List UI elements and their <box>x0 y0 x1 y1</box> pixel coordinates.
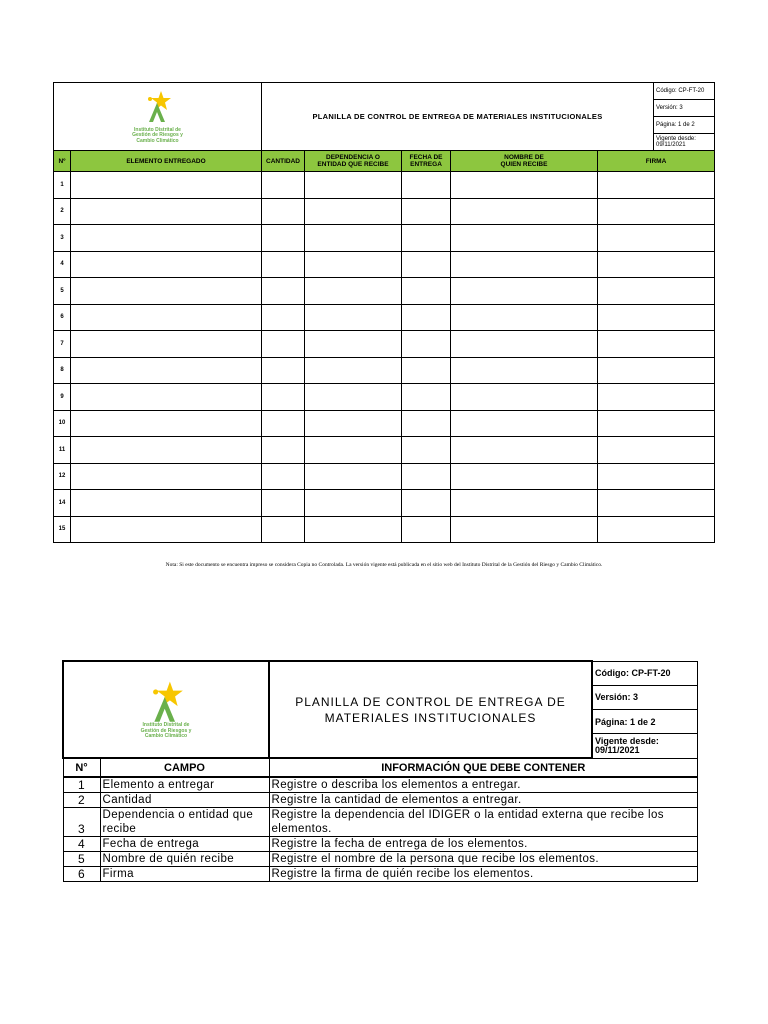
cell-fecha[interactable] <box>402 490 451 517</box>
table-row <box>54 490 715 517</box>
row-number: 4 <box>54 251 71 278</box>
row-number: 6 <box>54 304 71 331</box>
form-valid-from: Vigente desde: 09/11/2021 <box>654 134 715 151</box>
cell-cantidad[interactable] <box>262 251 305 278</box>
table-row <box>54 172 715 199</box>
field-name: Fecha de entrega <box>100 837 269 852</box>
table-row <box>54 357 715 384</box>
cell-dependencia[interactable] <box>305 410 402 437</box>
table-row <box>54 331 715 358</box>
cell-dependencia[interactable] <box>305 463 402 490</box>
cell-firma[interactable] <box>598 437 715 464</box>
field-description: Registre o describa los elementos a entregar. <box>269 777 698 793</box>
cell-elemento[interactable] <box>71 172 262 199</box>
cell-dependencia[interactable] <box>305 198 402 225</box>
cell-nombre[interactable] <box>451 251 598 278</box>
field-description: Registre la firma de quién recibe los elementos. <box>269 867 698 882</box>
form-version: Versión: 3 <box>592 685 698 709</box>
cell-firma[interactable] <box>598 172 715 199</box>
cell-dependencia[interactable] <box>305 357 402 384</box>
form-valid-from: Vigente desde: 09/11/2021 <box>592 734 698 758</box>
cell-fecha[interactable] <box>402 410 451 437</box>
cell-dependencia[interactable] <box>305 384 402 411</box>
row-number: 1 <box>54 172 71 199</box>
cell-nombre[interactable] <box>451 304 598 331</box>
form-title: PLANILLA DE CONTROL DE ENTREGA DE MATERIALES INSTITUCIONALES <box>262 83 654 151</box>
cell-elemento[interactable] <box>71 225 262 252</box>
col-info: INFORMACIÓN QUE DEBE CONTENER <box>269 758 698 777</box>
table-row <box>54 198 715 225</box>
cell-cantidad[interactable] <box>262 516 305 543</box>
cell-fecha[interactable] <box>402 463 451 490</box>
instruction-row <box>63 793 698 808</box>
row-number: 3 <box>54 225 71 252</box>
cell-elemento[interactable] <box>71 490 262 517</box>
cell-elemento[interactable] <box>71 463 262 490</box>
form-page: Página: 1 de 2 <box>654 117 715 134</box>
cell-elemento[interactable] <box>71 251 262 278</box>
cell-cantidad[interactable] <box>262 198 305 225</box>
col-cantidad: CANTIDAD <box>262 151 305 172</box>
row-number: 3 <box>63 808 100 837</box>
col-num: Nº <box>54 151 71 172</box>
logo-institution-text: Instituto Distrital de Gestión de Riesgos y Cambio Climático <box>132 126 183 144</box>
table-row <box>54 251 715 278</box>
col-campo: CAMPO <box>100 758 269 777</box>
cell-dependencia[interactable] <box>305 172 402 199</box>
cell-cantidad[interactable] <box>262 278 305 305</box>
col-nombre: NOMBRE DE QUIEN RECIBE <box>451 151 598 172</box>
cell-cantidad[interactable] <box>262 463 305 490</box>
form-page: Página: 1 de 2 <box>592 710 698 734</box>
field-description: Registre la fecha de entrega de los elementos. <box>269 837 698 852</box>
field-name: Cantidad <box>100 793 269 808</box>
cell-firma[interactable] <box>598 384 715 411</box>
field-description: Registre la dependencia del IDIGER o la entidad externa que recibe los elementos. <box>269 808 698 837</box>
cell-nombre[interactable] <box>451 410 598 437</box>
cell-elemento[interactable] <box>71 384 262 411</box>
row-number: 10 <box>54 410 71 437</box>
cell-cantidad[interactable] <box>262 304 305 331</box>
table-row <box>54 410 715 437</box>
instruction-row <box>63 777 698 793</box>
cell-nombre[interactable] <box>451 437 598 464</box>
cell-dependencia[interactable] <box>305 304 402 331</box>
cell-dependencia[interactable] <box>305 490 402 517</box>
cell-firma[interactable] <box>598 331 715 358</box>
table-row <box>54 278 715 305</box>
row-number: 2 <box>63 793 100 808</box>
instruction-row <box>63 837 698 852</box>
cell-fecha[interactable] <box>402 172 451 199</box>
cell-firma[interactable] <box>598 198 715 225</box>
col-firma: FIRMA <box>598 151 715 172</box>
cell-elemento[interactable] <box>71 278 262 305</box>
instruction-row <box>63 867 698 882</box>
star-logo-icon <box>144 679 188 723</box>
table-row <box>54 304 715 331</box>
cell-elemento[interactable] <box>71 516 262 543</box>
cell-firma[interactable] <box>598 463 715 490</box>
cell-cantidad[interactable] <box>262 225 305 252</box>
cell-fecha[interactable] <box>402 357 451 384</box>
row-number: 14 <box>54 490 71 517</box>
cell-nombre[interactable] <box>451 331 598 358</box>
cell-firma[interactable] <box>598 251 715 278</box>
table-row <box>54 437 715 464</box>
field-description: Registre el nombre de la persona que recibe los elementos. <box>269 852 698 867</box>
table-header <box>54 151 715 172</box>
cell-firma[interactable] <box>598 410 715 437</box>
cell-dependencia[interactable] <box>305 516 402 543</box>
instruction-row <box>63 852 698 867</box>
table-row <box>54 463 715 490</box>
cell-fecha[interactable] <box>402 251 451 278</box>
form-code: Código: CP-FT-20 <box>654 83 715 100</box>
star-logo-icon <box>141 89 175 123</box>
cell-firma[interactable] <box>598 278 715 305</box>
cell-elemento[interactable] <box>71 357 262 384</box>
cell-nombre[interactable] <box>451 463 598 490</box>
row-number: 4 <box>63 837 100 852</box>
row-number: 12 <box>54 463 71 490</box>
cell-elemento[interactable] <box>71 331 262 358</box>
cell-fecha[interactable] <box>402 225 451 252</box>
cell-cantidad[interactable] <box>262 331 305 358</box>
col-num: N° <box>63 758 100 777</box>
cell-nombre[interactable] <box>451 225 598 252</box>
cell-fecha[interactable] <box>402 331 451 358</box>
cell-nombre[interactable] <box>451 172 598 199</box>
cell-cantidad[interactable] <box>262 384 305 411</box>
cell-nombre[interactable] <box>451 384 598 411</box>
cell-cantidad[interactable] <box>262 490 305 517</box>
row-number: 7 <box>54 331 71 358</box>
table-row <box>54 516 715 543</box>
cell-cantidad[interactable] <box>262 172 305 199</box>
cell-cantidad[interactable] <box>262 410 305 437</box>
cell-firma[interactable] <box>598 304 715 331</box>
table-row <box>54 384 715 411</box>
document-note: Nota: Si este documento se encuentra impreso se considera Copia no Controlada. La versión vigente está publicada en el sitio web del Instituto Distrital de la Gestión del Riesgo y Cambio Climático. <box>165 562 603 568</box>
row-number: 5 <box>63 852 100 867</box>
row-number: 2 <box>54 198 71 225</box>
instructions-title: PLANILLA DE CONTROL DE ENTREGA DE MATERIALES INSTITUCIONALES <box>269 661 592 758</box>
cell-elemento[interactable] <box>71 304 262 331</box>
cell-firma[interactable] <box>598 490 715 517</box>
cell-elemento[interactable] <box>71 198 262 225</box>
instruction-row <box>63 808 698 837</box>
idiger-logo <box>54 83 262 151</box>
cell-dependencia[interactable] <box>305 437 402 464</box>
instructions-table <box>62 660 698 882</box>
row-number: 11 <box>54 437 71 464</box>
row-number: 8 <box>54 357 71 384</box>
field-name: Elemento a entregar <box>100 777 269 793</box>
cell-cantidad[interactable] <box>262 357 305 384</box>
field-name: Nombre de quién recibe <box>100 852 269 867</box>
form-version: Versión: 3 <box>654 100 715 117</box>
logo-institution-text: Instituto Distrital de Gestión de Riesgos y Cambio Climático <box>140 722 192 740</box>
cell-elemento[interactable] <box>71 410 262 437</box>
cell-nombre[interactable] <box>451 198 598 225</box>
cell-firma[interactable] <box>598 225 715 252</box>
row-number: 15 <box>54 516 71 543</box>
cell-cantidad[interactable] <box>262 437 305 464</box>
row-number: 1 <box>63 777 100 793</box>
col-dependencia: DEPENDENCIA O ENTIDAD QUE RECIBE <box>305 151 402 172</box>
cell-fecha[interactable] <box>402 304 451 331</box>
cell-fecha[interactable] <box>402 198 451 225</box>
field-name: Firma <box>100 867 269 882</box>
col-elemento: ELEMENTO ENTREGADO <box>71 151 262 172</box>
cell-dependencia[interactable] <box>305 251 402 278</box>
idiger-logo-large <box>63 661 269 758</box>
cell-dependencia[interactable] <box>305 225 402 252</box>
cell-elemento[interactable] <box>71 437 262 464</box>
cell-firma[interactable] <box>598 357 715 384</box>
cell-nombre[interactable] <box>451 278 598 305</box>
row-number: 5 <box>54 278 71 305</box>
instructions-header <box>63 758 698 777</box>
cell-firma[interactable] <box>598 516 715 543</box>
field-description: Registre la cantidad de elementos a entregar. <box>269 793 698 808</box>
col-fecha: FECHA DE ENTREGA <box>402 151 451 172</box>
cell-nombre[interactable] <box>451 357 598 384</box>
table-row <box>54 225 715 252</box>
row-number: 9 <box>54 384 71 411</box>
cell-nombre[interactable] <box>451 490 598 517</box>
cell-nombre[interactable] <box>451 516 598 543</box>
row-number: 6 <box>63 867 100 882</box>
cell-fecha[interactable] <box>402 384 451 411</box>
field-name: Dependencia o entidad que recibe <box>100 808 269 837</box>
cell-dependencia[interactable] <box>305 331 402 358</box>
cell-dependencia[interactable] <box>305 278 402 305</box>
cell-fecha[interactable] <box>402 516 451 543</box>
cell-fecha[interactable] <box>402 437 451 464</box>
delivery-control-form <box>53 82 715 543</box>
cell-fecha[interactable] <box>402 278 451 305</box>
form-code: Código: CP-FT-20 <box>592 661 698 685</box>
